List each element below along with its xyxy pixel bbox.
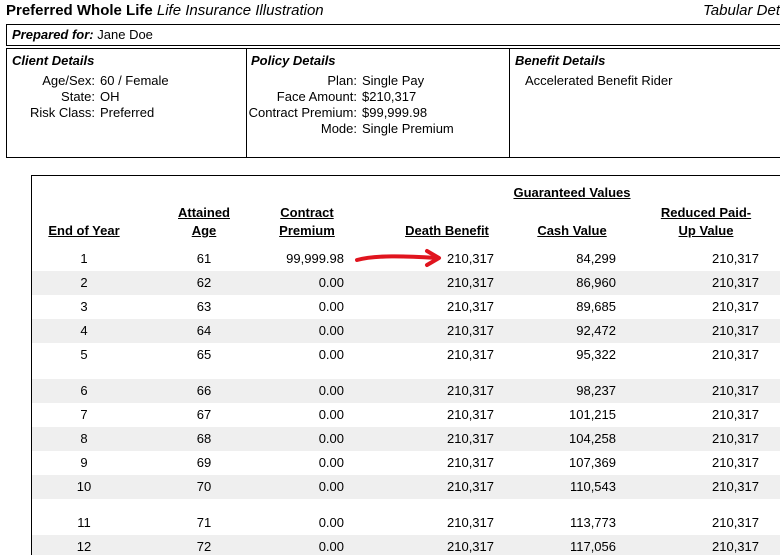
policy-field-label: Plan: bbox=[327, 73, 357, 88]
contract-premium-cell: 0.00 bbox=[318, 323, 344, 338]
col-header-age: Age bbox=[191, 223, 217, 238]
attained-age-cell: 66 bbox=[196, 383, 212, 398]
client-fields bbox=[7, 73, 169, 121]
policy-field-row bbox=[246, 121, 454, 137]
policy-field-row bbox=[246, 105, 454, 121]
table-row bbox=[32, 451, 780, 475]
col-header-up-value: Up Value bbox=[678, 223, 734, 238]
client-field-row bbox=[7, 89, 169, 105]
attained-age-cell: 65 bbox=[196, 347, 212, 362]
client-field-row bbox=[7, 105, 169, 121]
death-benefit-cell: 210,317 bbox=[447, 383, 494, 398]
reduced-paid-up-cell: 210,317 bbox=[712, 539, 759, 554]
table-row bbox=[32, 427, 780, 451]
attained-age-cell: 64 bbox=[196, 323, 212, 338]
death-benefit-cell: 210,317 bbox=[447, 407, 494, 422]
contract-premium-cell: 0.00 bbox=[318, 347, 344, 362]
contract-premium-cell: 0.00 bbox=[318, 383, 344, 398]
col-header-premium: Premium bbox=[279, 223, 335, 238]
client-field-value: 60 / Female bbox=[100, 73, 169, 88]
end-of-year-cell: 10 bbox=[76, 479, 92, 494]
col-header-cash-value: Cash Value bbox=[537, 223, 607, 238]
end-of-year-cell: 2 bbox=[80, 275, 88, 290]
prepared-for-bar bbox=[6, 24, 780, 46]
table-row bbox=[32, 319, 780, 343]
client-field-label: State: bbox=[61, 89, 95, 104]
policy-field-value: $99,999.98 bbox=[362, 105, 428, 120]
end-of-year-cell: 9 bbox=[80, 455, 88, 470]
cash-value-cell: 92,472 bbox=[576, 323, 616, 338]
policy-field-row bbox=[246, 89, 454, 105]
end-of-year-cell: 1 bbox=[80, 251, 88, 266]
contract-premium-cell: 0.00 bbox=[318, 515, 344, 530]
benefit-details-title: Benefit Details bbox=[515, 53, 606, 68]
table-row bbox=[32, 343, 780, 367]
end-of-year-cell: 8 bbox=[80, 431, 88, 446]
policy-field-value: $210,317 bbox=[362, 89, 417, 104]
attained-age-cell: 67 bbox=[196, 407, 212, 422]
policy-fields bbox=[246, 73, 454, 137]
col-header-end-of-year: End of Year bbox=[48, 223, 120, 238]
attained-age-cell: 63 bbox=[196, 299, 212, 314]
cash-value-cell: 95,322 bbox=[576, 347, 616, 362]
reduced-paid-up-cell: 210,317 bbox=[712, 515, 759, 530]
client-details-title: Client Details bbox=[12, 53, 95, 68]
contract-premium-cell: 0.00 bbox=[318, 455, 344, 470]
col-header-death-benefit: Death Benefit bbox=[405, 223, 489, 238]
table-row bbox=[32, 403, 780, 427]
contract-premium-cell: 0.00 bbox=[318, 275, 344, 290]
table-row bbox=[32, 295, 780, 319]
reduced-paid-up-cell: 210,317 bbox=[712, 479, 759, 494]
contract-premium-cell: 0.00 bbox=[318, 539, 344, 554]
death-benefit-cell: 210,317 bbox=[447, 515, 494, 530]
cash-value-cell: 113,773 bbox=[569, 515, 616, 530]
end-of-year-cell: 12 bbox=[76, 539, 92, 554]
death-benefit-cell: 210,317 bbox=[447, 299, 494, 314]
client-field-label: Age/Sex: bbox=[42, 73, 95, 88]
policy-details bbox=[246, 49, 510, 157]
death-benefit-cell: 210,317 bbox=[447, 251, 494, 266]
tabular-values-table bbox=[31, 175, 780, 555]
cash-value-cell: 104,258 bbox=[569, 431, 616, 446]
attained-age-cell: 70 bbox=[196, 479, 212, 494]
death-benefit-cell: 210,317 bbox=[447, 347, 494, 362]
reduced-paid-up-cell: 210,317 bbox=[712, 323, 759, 338]
red-hand-drawn-arrow-icon bbox=[355, 248, 445, 268]
death-benefit-cell: 210,317 bbox=[447, 431, 494, 446]
reduced-paid-up-cell: 210,317 bbox=[712, 431, 759, 446]
benefit-item: Accelerated Benefit Rider bbox=[525, 73, 673, 88]
policy-details-title: Policy Details bbox=[251, 53, 336, 68]
table-row bbox=[32, 379, 780, 403]
reduced-paid-up-cell: 210,317 bbox=[712, 275, 759, 290]
contract-premium-cell: 0.00 bbox=[318, 299, 344, 314]
reduced-paid-up-cell: 210,317 bbox=[712, 299, 759, 314]
col-header-contract: Contract bbox=[280, 205, 334, 220]
attained-age-cell: 68 bbox=[196, 431, 212, 446]
attained-age-cell: 61 bbox=[196, 251, 212, 266]
policy-field-row bbox=[246, 73, 454, 89]
attained-age-cell: 62 bbox=[196, 275, 212, 290]
reduced-paid-up-cell: 210,317 bbox=[712, 383, 759, 398]
attained-age-cell: 69 bbox=[196, 455, 212, 470]
guaranteed-values-header: Guaranteed Values bbox=[513, 185, 631, 200]
cash-value-cell: 84,299 bbox=[576, 251, 616, 266]
policy-field-label: Contract Premium: bbox=[248, 105, 357, 120]
col-header-reduced-paid: Reduced Paid- bbox=[660, 205, 752, 220]
policy-field-value: Single Pay bbox=[362, 73, 425, 88]
death-benefit-cell: 210,317 bbox=[447, 455, 494, 470]
contract-premium-cell: 0.00 bbox=[318, 479, 344, 494]
client-field-label: Risk Class: bbox=[29, 105, 95, 120]
reduced-paid-up-cell: 210,317 bbox=[712, 251, 759, 266]
client-field-value: Preferred bbox=[100, 105, 155, 120]
cash-value-cell: 86,960 bbox=[576, 275, 616, 290]
benefit-fields bbox=[525, 73, 672, 89]
client-field-value: OH bbox=[100, 89, 120, 104]
reduced-paid-up-cell: 210,317 bbox=[712, 347, 759, 362]
cash-value-cell: 101,215 bbox=[569, 407, 616, 422]
prepared-for-label: Prepared for: bbox=[12, 27, 94, 42]
cash-value-cell: 98,237 bbox=[576, 383, 616, 398]
table-row bbox=[32, 535, 780, 555]
death-benefit-cell: 210,317 bbox=[447, 323, 494, 338]
death-benefit-cell: 210,317 bbox=[447, 275, 494, 290]
illustration-subtitle: Life Insurance Illustration bbox=[156, 2, 324, 19]
reduced-paid-up-cell: 210,317 bbox=[712, 407, 759, 422]
contract-premium-cell: 0.00 bbox=[318, 407, 344, 422]
client-details bbox=[7, 49, 247, 157]
death-benefit-cell: 210,317 bbox=[447, 479, 494, 494]
reduced-paid-up-cell: 210,317 bbox=[712, 455, 759, 470]
death-benefit-cell: 210,317 bbox=[447, 539, 494, 554]
cash-value-cell: 89,685 bbox=[576, 299, 616, 314]
col-header-attained: Attained bbox=[178, 205, 230, 220]
attained-age-cell: 71 bbox=[196, 515, 212, 530]
cash-value-cell: 117,056 bbox=[569, 539, 616, 554]
end-of-year-cell: 3 bbox=[80, 299, 88, 314]
policy-field-label: Face Amount: bbox=[276, 89, 357, 104]
document-title bbox=[6, 2, 324, 19]
product-name: Preferred Whole Life bbox=[6, 2, 153, 19]
benefit-details bbox=[510, 49, 780, 157]
attained-age-cell: 72 bbox=[196, 539, 212, 554]
table-row bbox=[32, 475, 780, 499]
cash-value-cell: 110,543 bbox=[569, 479, 616, 494]
policy-field-label: Mode: bbox=[320, 121, 357, 136]
end-of-year-cell: 4 bbox=[80, 323, 88, 338]
end-of-year-cell: 5 bbox=[80, 347, 88, 362]
section-title: Tabular Det bbox=[703, 2, 780, 19]
end-of-year-cell: 7 bbox=[80, 407, 88, 422]
contract-premium-cell: 99,999.98 bbox=[286, 251, 344, 266]
policy-field-value: Single Premium bbox=[362, 121, 454, 136]
details-panel bbox=[6, 48, 780, 158]
client-field-row bbox=[7, 73, 169, 89]
client-name: Jane Doe bbox=[97, 27, 153, 42]
cash-value-cell: 107,369 bbox=[569, 455, 616, 470]
end-of-year-cell: 11 bbox=[77, 515, 91, 530]
table-row bbox=[32, 511, 780, 535]
table-row bbox=[32, 271, 780, 295]
contract-premium-cell: 0.00 bbox=[318, 431, 344, 446]
end-of-year-cell: 6 bbox=[80, 383, 88, 398]
